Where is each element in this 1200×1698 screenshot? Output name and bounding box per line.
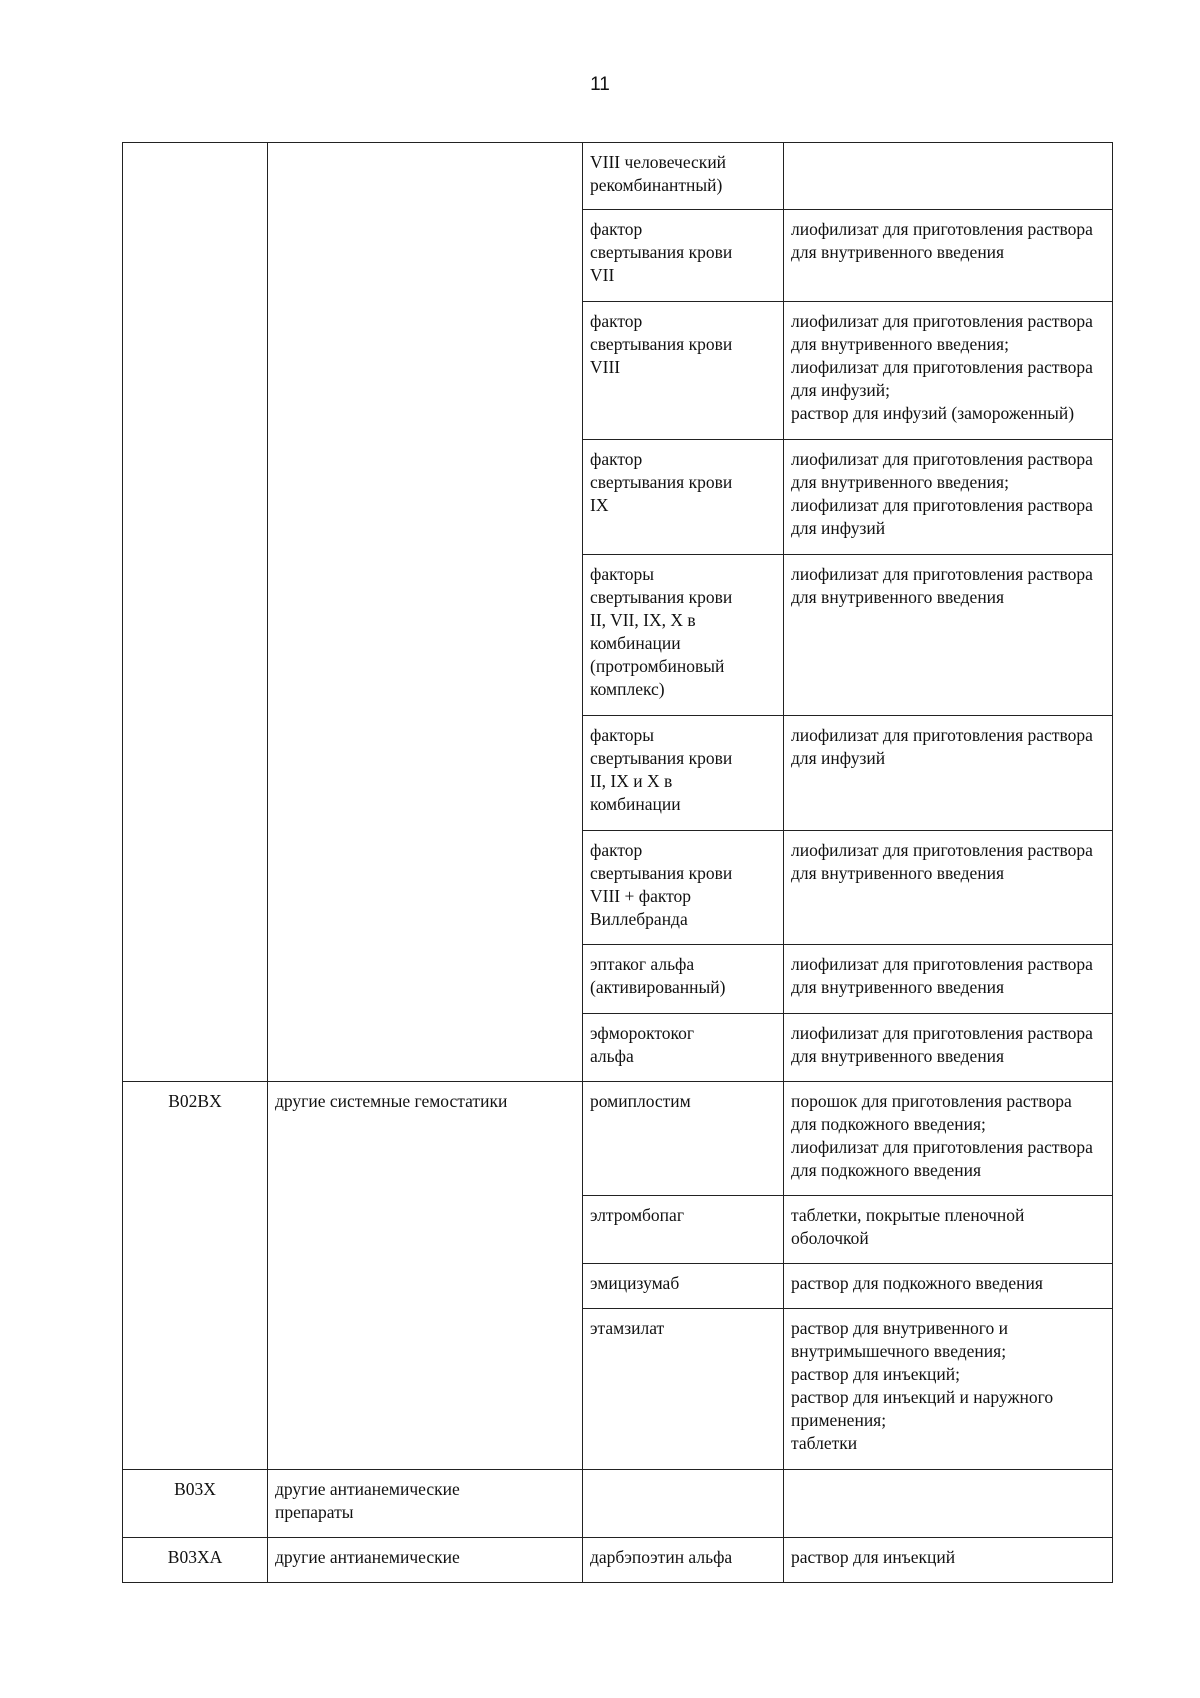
atc-code-cell: B03X <box>123 1470 268 1538</box>
table-row <box>123 1082 1113 1196</box>
dosage-form-cell: лиофилизат для приготовления раствора для внутривенного введения <box>784 555 1113 716</box>
dosage-form-cell <box>784 1470 1113 1538</box>
drug-name-cell: фактор свертывания крови VII <box>583 210 784 302</box>
drug-name-cell: факторы свертывания крови II, VII, IX, X в комбинации (протромбиновый комплекс) <box>583 555 784 716</box>
group-name-cell: другие антианемические препараты <box>268 1470 583 1538</box>
atc-code-cell: B03XA <box>123 1538 268 1583</box>
dosage-form-cell: лиофилизат для приготовления раствора для внутривенного введения <box>784 210 1113 302</box>
drug-name-cell: фактор свертывания крови VIII + фактор Виллебранда <box>583 831 784 945</box>
group-name-cell: другие антианемические <box>268 1538 583 1583</box>
drug-name-cell: ромиплостим <box>583 1082 784 1196</box>
drug-name-cell: эфмороктоког альфа <box>583 1014 784 1082</box>
drug-name-cell: фактор свертывания крови VIII <box>583 302 784 440</box>
dosage-form-cell: лиофилизат для приготовления раствора для внутривенного введения <box>784 1014 1113 1082</box>
table-row <box>123 143 1113 210</box>
drug-name-cell: эмицизумаб <box>583 1264 784 1309</box>
dosage-form-cell: лиофилизат для приготовления раствора для внутривенного введения <box>784 945 1113 1014</box>
drug-name-cell <box>583 1470 784 1538</box>
table-row <box>123 1470 1113 1538</box>
group-name-cell <box>268 143 583 1082</box>
dosage-form-cell <box>784 143 1113 210</box>
group-name-cell: другие системные гемостатики <box>268 1082 583 1470</box>
drug-name-cell: факторы свертывания крови II, IX и X в комбинации <box>583 716 784 831</box>
dosage-form-cell: лиофилизат для приготовления раствора для внутривенного введения <box>784 831 1113 945</box>
atc-code-cell <box>123 143 268 1082</box>
dosage-form-cell: таблетки, покрытые пленочной оболочкой <box>784 1196 1113 1264</box>
dosage-form-cell: лиофилизат для приготовления раствора для внутривенного введения; лиофилизат для приготовления раствора для инфузий <box>784 440 1113 555</box>
dosage-form-cell: раствор для внутривенного и внутримышечного введения; раствор для инъекций; раствор для инъекций и наружного применения; таблетки <box>784 1309 1113 1470</box>
dosage-form-cell: раствор для инъекций <box>784 1538 1113 1583</box>
table-row <box>123 1538 1113 1583</box>
drug-name-cell: VIII человеческий рекомбинантный) <box>583 143 784 210</box>
drug-name-cell: элтромбопаг <box>583 1196 784 1264</box>
drug-name-cell: этамзилат <box>583 1309 784 1470</box>
dosage-form-cell: лиофилизат для приготовления раствора для инфузий <box>784 716 1113 831</box>
drug-name-cell: дарбэпоэтин альфа <box>583 1538 784 1583</box>
atc-code-cell: B02BX <box>123 1082 268 1470</box>
dosage-form-cell: лиофилизат для приготовления раствора для внутривенного введения; лиофилизат для приготовления раствора для инфузий; раствор для инфузий (замороженный) <box>784 302 1113 440</box>
drug-name-cell: фактор свертывания крови IX <box>583 440 784 555</box>
drug-table <box>122 142 1113 1583</box>
dosage-form-cell: раствор для подкожного введения <box>784 1264 1113 1309</box>
page-number: 11 <box>590 74 610 95</box>
dosage-form-cell: порошок для приготовления раствора для подкожного введения; лиофилизат для приготовления раствора для подкожного введения <box>784 1082 1113 1196</box>
drug-name-cell: эптаког альфа (активированный) <box>583 945 784 1014</box>
